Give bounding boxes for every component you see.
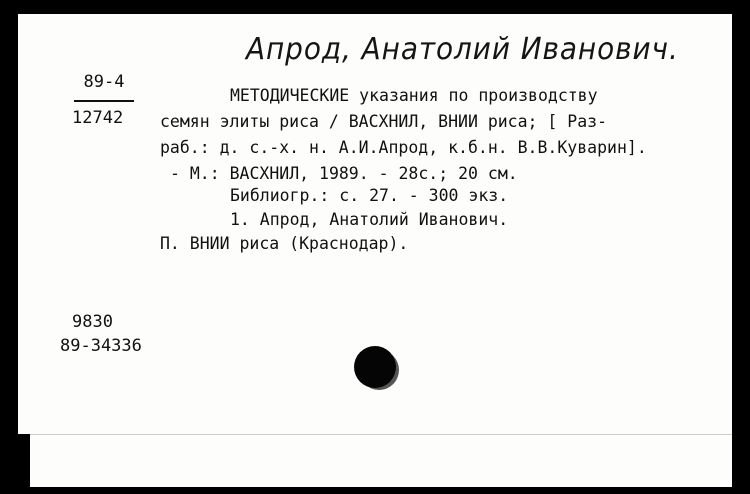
call-number-bottom: 12742 xyxy=(72,108,124,128)
card-line-authors: раб.: д. с.-х. н. А.И.Апрод, к.б.н. В.В.Куварин]. xyxy=(160,138,647,157)
call-number-top: 89-4 xyxy=(83,72,125,92)
catalog-card xyxy=(18,14,732,434)
handwritten-author-heading: Апрод, Анатолий Иванович. xyxy=(246,32,679,67)
accession-number: 89-34336 xyxy=(60,336,142,356)
card-line-responsibility: семян элиты риса / ВАСХНИЛ, ВНИИ риса; [ Раз- xyxy=(160,112,608,131)
card-line-title: МЕТОДИЧЕСКИЕ указания по производству xyxy=(230,86,598,105)
card-line-publication: - М.: ВАСХНИЛ, 1989. - 28с.; 20 см. xyxy=(170,164,518,183)
inventory-number: 9830 xyxy=(72,312,113,332)
punch-hole xyxy=(354,346,396,388)
card-line-tracing-2: П. ВНИИ риса (Краснодар). xyxy=(160,234,409,253)
call-number-divider xyxy=(74,100,134,102)
card-line-tracing-1: 1. Апрод, Анатолий Иванович. xyxy=(230,210,509,229)
card-bottom-strip xyxy=(30,434,732,487)
card-line-bibliography: Библиогр.: с. 27. - 300 экз. xyxy=(230,186,509,205)
